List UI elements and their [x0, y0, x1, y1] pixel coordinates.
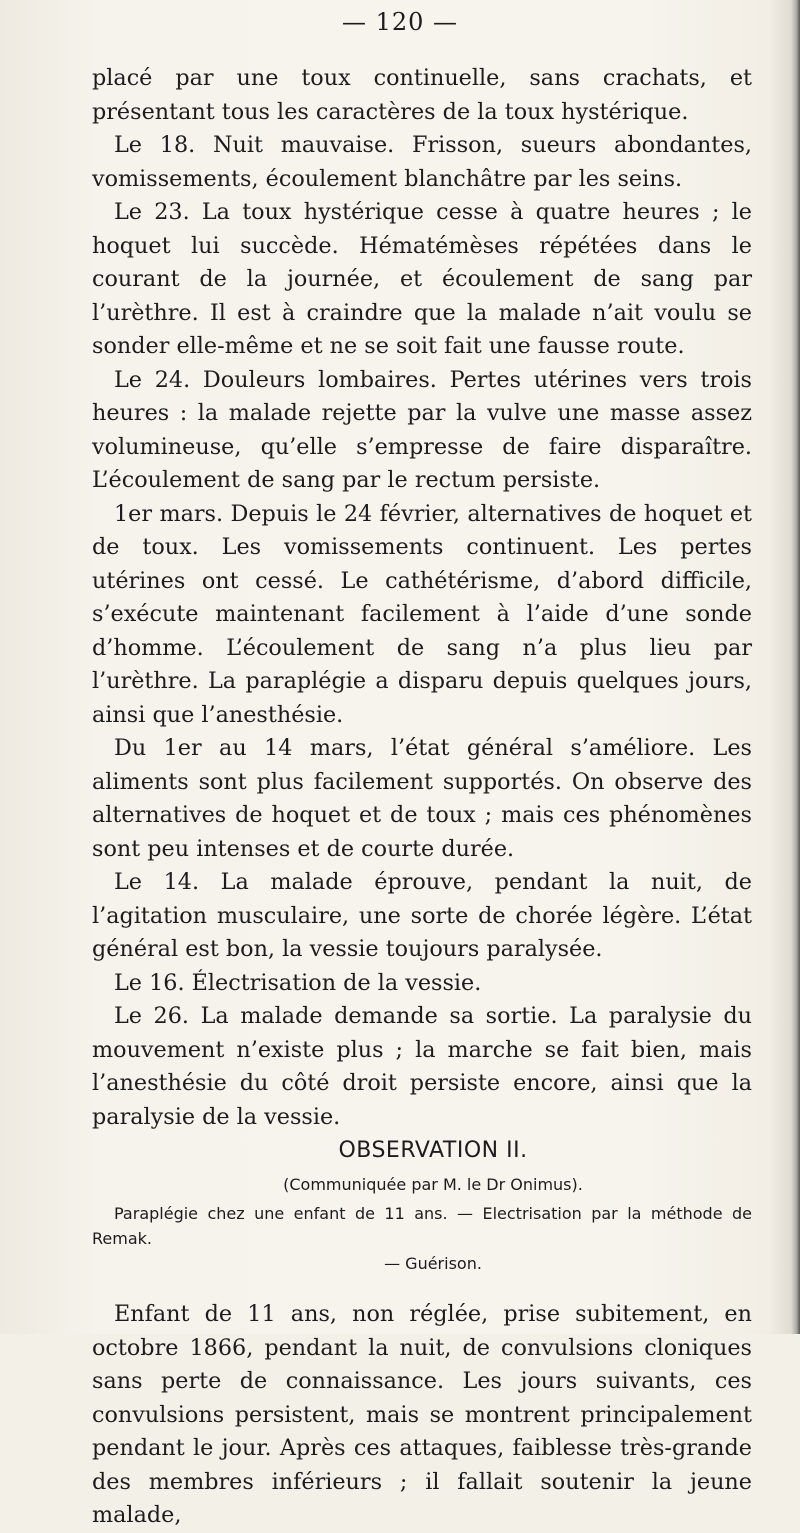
observation-summary-outcome: — Guérison. [384, 1254, 482, 1273]
observation-summary-line: Paraplégie chez une enfant de 11 ans. — Electrisation par la méthode de Remak. [92, 1204, 752, 1248]
paragraph-day-18: Le 18. Nuit mauvaise. Frisson, sueurs abondantes, vomissements, écoulement blanchâtre par les seins. [92, 132, 752, 192]
paragraph-day-24: Le 24. Douleurs lombaires. Pertes utérines vers trois heures : la malade rejette par la vulve une masse assez volumineuse, qu’elle s’empresse de faire disparaître. L’écoulement de sang par le rectum persiste. [92, 366, 752, 493]
paragraph-day-26: Le 26. La malade demande sa sortie. La paralysie du mouvement n’existe plus ; la marche se fait bien, mais l’anesthésie du côté droit persiste encore, ainsi que la paralysie de la vessie. [92, 1003, 752, 1130]
paragraph-march-1-14: Du 1er au 14 mars, l’état général s’améliore. Les aliments sont plus facilement supportés. On observe des alternatives de hoquet et de toux ; mais ces phénomènes sont peu intenses et de courte durée. [92, 735, 752, 862]
observation-body: Enfant de 11 ans, non réglée, prise subitement, en octobre 1866, pendant la nuit, de convulsions cloniques sans perte de connaissance. Les jours suivants, ces convulsions persistent, mais se montrent principalement pendant le jour. Après ces attaques, faiblesse très-grande des membres inférieurs ; il fallait soutenir la jeune malade, [92, 1301, 752, 1528]
paragraph-continuation: placé par une toux continuelle, sans crachats, et présentant tous les caractères de la toux hystérique. [92, 65, 752, 125]
page-edge-shadow [791, 0, 800, 1334]
observation-communication: (Communiquée par M. le Dr Onimus). [283, 1174, 583, 1194]
page-body [92, 62, 752, 1533]
paragraph-day-23: Le 23. La toux hystérique cesse à quatre heures ; le hoquet lui succède. Hématémèses répétées dans le courant de la journée, et écoulement de sang par l’urèthre. Il est à craindre que la malade n’ait voulu se sonder elle-même et ne se soit fait une fausse route. [92, 199, 752, 359]
paragraph-march-1: 1er mars. Depuis le 24 février, alternatives de hoquet et de toux. Les vomissements continuent. Les pertes utérines ont cessé. Le cathétérisme, d’abord difficile, s’exécute maintenant facilement à l’aide d’une sonde d’homme. L’écoulement de sang n’a plus lieu par l’urèthre. La paraplégie a disparu depuis quelques jours, ainsi que l’anesthésie. [92, 500, 752, 728]
observation-summary [92, 1201, 752, 1276]
page-number: — 120 — [341, 8, 459, 36]
observation-title: OBSERVATION II. [338, 1138, 528, 1163]
paragraph-day-14: Le 14. La malade éprouve, pendant la nuit, de l’agitation musculaire, une sorte de chorée légère. L’état général est bon, la vessie toujours paralysée. [92, 869, 752, 962]
paragraph-day-16: Le 16. Électrisation de la vessie. [114, 969, 482, 996]
